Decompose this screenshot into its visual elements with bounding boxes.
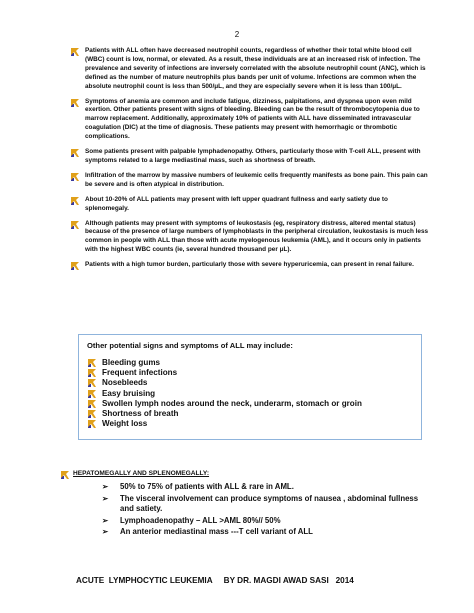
pointing-arrow-icon: [87, 368, 97, 378]
pointing-arrow-icon: [60, 470, 70, 480]
hep-item-text: Lymphoadenopathy – ALL >AML 80%// 50%: [120, 515, 281, 525]
arrowhead-icon: ➢: [102, 515, 109, 525]
list-item: [70, 261, 430, 270]
list-item: [70, 148, 430, 166]
bullet-list: [70, 47, 430, 276]
pointing-arrow-icon: [70, 148, 80, 158]
list-item: [98, 527, 430, 538]
pointing-arrow-icon: [87, 389, 97, 399]
list-item: [70, 220, 430, 256]
list-item: [70, 98, 430, 143]
arrowhead-icon: ➢: [102, 527, 109, 537]
box-item-text: Swollen lymph nodes around the neck, underarm, stomach or groin: [102, 398, 362, 408]
list-item: [98, 494, 430, 515]
list-item: [87, 389, 413, 399]
pointing-arrow-icon: [70, 220, 80, 230]
section-heading: [60, 470, 430, 477]
list-item: [70, 47, 430, 92]
pointing-arrow-icon: [87, 409, 97, 419]
list-item: [87, 368, 413, 378]
pointing-arrow-icon: [70, 196, 80, 206]
bullet-text: Although patients may present with symptoms of leukostasis (eg, respiratory distress, altered mental status) because of the presence of large numbers of lymphoblasts in the peripheral circulation, leukostasis is much less common in people with ALL than those with acute myelogenous leukemia (AML), and it occurs only in patients with the highest WBC counts (ie, several hundred thousand per μL).: [85, 219, 429, 254]
pointing-arrow-icon: [87, 358, 97, 368]
hepatomegaly-section: [60, 470, 430, 539]
bullet-text: Symptoms of anemia are common and include fatigue, dizziness, palpitations, and dyspnea upon even mild exertion. Other patients present with signs of bleeding. Bleeding can be the result of thrombocytopenia due to marrow replacement. Additionally, approximately 10% of patients with ALL have disseminated intravascular coagulation (DIC) at the time of diagnosis. These patients may present with hemorrhagic or thrombotic complications.: [85, 97, 420, 141]
list-item: [87, 419, 413, 429]
arrowhead-icon: ➢: [102, 482, 109, 491]
signs-box: [78, 334, 422, 440]
hep-item-text: The visceral involvement can produce symptoms of nausea , abdominal fullness and satiety.: [120, 493, 419, 514]
bullet-text: Infiltration of the marrow by massive numbers of leukemic cells frequently manifests as bone pain. This pain can be severe and is often atypical in distribution.: [85, 171, 428, 188]
pointing-arrow-icon: [87, 399, 97, 409]
list-item: [87, 358, 413, 368]
page-footer: ACUTE LYMPHOCYTIC LEUKEMIA BY DR. MAGDI AWAD SASI 2014: [76, 576, 354, 585]
bullet-text: Some patients present with palpable lymphadenopathy. Others, particularly those with T-cell ALL, present with symptoms related to a large mediastinal mass, such as shortness of breath.: [85, 148, 421, 164]
list-item: [98, 482, 430, 493]
hep-item-text: 50% to 75% of patients with ALL & rare in AML.: [120, 482, 294, 491]
bullet-text: Patients with ALL often have decreased neutrophil counts, regardless of whether their total white blood cell (WBC) count is low, normal, or elevated. As a result, these individuals are at an increased risk of infection. The prevalence and severity of infections are inversely correlated with the absolute neutrophil count (ANC), which is defined as the number of mature neutrophils plus bands per unit of volume. Infections are common when the absolute neutrophil count is less than 500/μL, and they are especially severe when it is less than 100/μL.: [85, 47, 426, 90]
pointing-arrow-icon: [70, 98, 80, 108]
pointing-arrow-icon: [87, 378, 97, 388]
list-item: [87, 399, 413, 409]
box-item-text: Weight loss: [102, 419, 148, 429]
hep-item-text: An anterior mediastinal mass ---T cell variant of ALL: [120, 527, 313, 537]
box-item-text: Easy bruising: [102, 388, 156, 398]
pointing-arrow-icon: [87, 419, 97, 429]
box-item-text: Bleeding gums: [102, 358, 161, 367]
section-heading-text: HEPATOMEGALLY AND SPLENOMEGALLY:: [73, 470, 210, 477]
box-title: Other potential signs and symptoms of ALL may include:: [87, 341, 293, 350]
pointing-arrow-icon: [70, 47, 80, 57]
arrowhead-icon: ➢: [102, 493, 109, 503]
list-item: [70, 172, 430, 190]
list-item: [70, 196, 430, 214]
list-item: [87, 409, 413, 419]
box-item-text: Shortness of breath: [102, 409, 179, 419]
box-item-text: Frequent infections: [102, 368, 178, 378]
list-item: [87, 378, 413, 388]
list-item: [98, 516, 430, 527]
bullet-text: Patients with a high tumor burden, particularly those with severe hyperuricemia, can present in renal failure.: [85, 261, 414, 269]
bullet-text: About 10-20% of ALL patients may present with left upper quadrant fullness and early satiety due to splenomegaly.: [85, 195, 388, 212]
box-item-text: Nosebleeds: [102, 378, 148, 388]
page-number: 2: [234, 30, 240, 39]
pointing-arrow-icon: [70, 172, 80, 182]
pointing-arrow-icon: [70, 261, 80, 271]
